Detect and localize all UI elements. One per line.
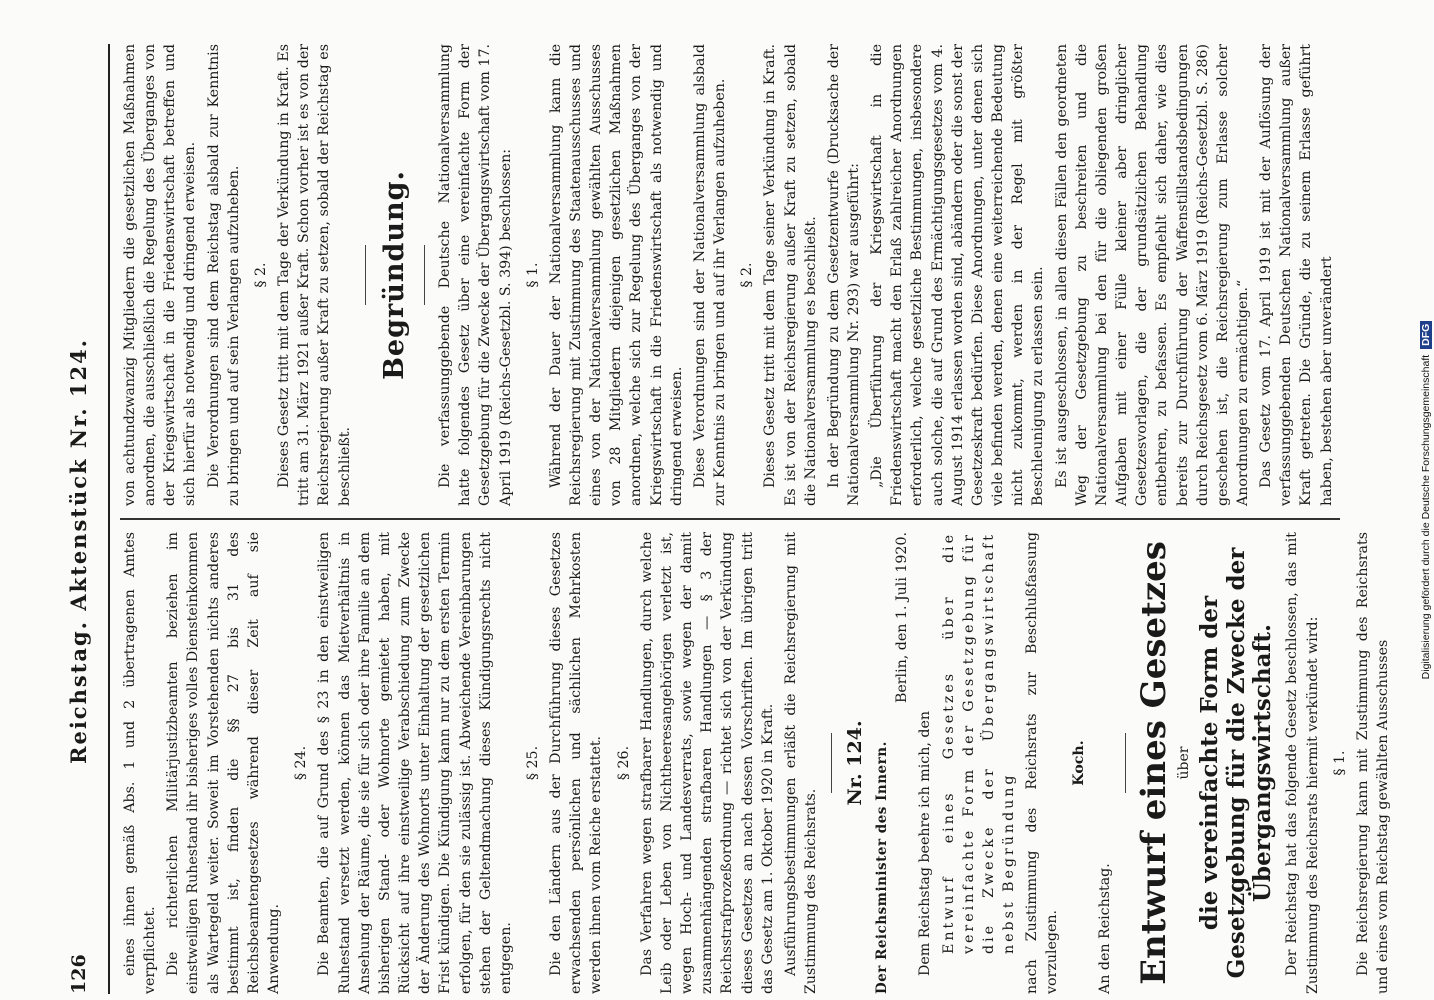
paragraph: In der Begründung zu dem Gesetzentwurfe (Drucksache der Nationalversammlung Nr. 293) war ausgeführt: xyxy=(825,44,863,506)
bill-subtitle: die vereinfachte Form der Gesetzgebung für die Zwecke der Übergangswirtschaft. xyxy=(1196,547,1276,979)
paragraph: Das Gesetz vom 17. April 1919 ist mit der Auflösung der verfassunggebenden Deutschen Nationalversammlung außer Kraft getreten. Die Gründe, die zu seinem Erlasse geführt haben, bestehen aber unverändert xyxy=(1258,44,1335,506)
running-head: Reichstag. Aktenstück Nr. 124. xyxy=(66,338,91,764)
paragraph: nach Zustimmung des Reichsrats zur Beschlußfassung vorzulegen. xyxy=(1024,532,1061,994)
sender-line: Der Reichsminister des Innern. xyxy=(874,741,891,994)
paragraph: Die verfassunggebende Deutsche Nationalversammlung hatte folgendes Gesetz über eine vereinfachte Form der Gesetzgebung für die Zwecke der Übergangswirtschaft vom 17. April 1919 (Reichs-Gesetzbl. S. 394) beschlossen: xyxy=(437,44,514,506)
header-rule xyxy=(108,44,110,994)
section-heading: § 26. xyxy=(615,745,632,781)
section-heading: § 24. xyxy=(293,745,310,781)
paragraph: Dem Reichstag beehre ich mich, den xyxy=(917,710,934,976)
column-divider xyxy=(120,519,1340,521)
paragraph: Die Reichsregierung kann mit Zustimmung des Reichsrats und eines vom Reichstag gewählten Ausschusses xyxy=(1354,532,1392,994)
paragraph: Diese Verordnungen sind der Nationalversammlung alsbald zur Kenntnis zu bringen und auf ihr Verlangen aufzuheben. xyxy=(691,44,729,506)
paragraph: Während der Dauer der Nationalversammlung kann die Reichsregierung mit Zustimmung des Staatenausschusses und eines von der Nationalversammlung gewählten Ausschusses von 28 Mitgliedern diejenigen gesetzlichen Maßnahmen anordnen, welche sich zur Regelung des Überganges von der Kriegswirtschaft in die Friedenswirtschaft als notwendig und dringend erweisen. xyxy=(547,44,685,506)
sidebar-credit xyxy=(1418,0,1434,1000)
paragraph: Dieses Gesetz tritt mit dem Tage der Verkündung in Kraft. Es tritt am 31. März 1921 außer Kraft. Schon vorher ist es von der Reichsregierung außer Kraft zu setzen, sobald der Reichstag es beschließt. xyxy=(276,44,353,506)
credit-text: Digitalisierung gefördert durch die Deutsche Forschungsgemeinschaft xyxy=(1420,354,1432,680)
column-right xyxy=(120,44,1340,506)
bill-title-inline: Entwurf eines Gesetzes über die vereinfachte Form der Gesetzgebung für die Zwecke der Übergangswirtschaft nebst Begründung xyxy=(940,532,1018,954)
column-left xyxy=(120,532,1392,994)
separator-rule xyxy=(424,245,425,305)
section-heading: § 1. xyxy=(1331,750,1348,776)
signature: Koch. xyxy=(1070,740,1087,786)
paragraph: Das Verfahren wegen strafbarer Handlungen, durch welche Leib oder Leben von Nichtheeresangehörigen verletzt ist, wegen Hoch- und Landesverrats, sowie wegen der damit zusammenhängenden strafbaren Handlungen — § 3 der Reichsstrafprozeßordnung — richtet sich von der Verkündung dieses Gesetzes an nach dessen Vorschriften. Im übrigen tritt das Gesetz am 1. Oktober 1920 in Kraft. xyxy=(638,532,776,994)
addressee: An den Reichstag. xyxy=(1096,863,1113,994)
paragraph: Der Reichstag hat das folgende Gesetz beschlossen, das mit Zustimmung des Reichsrats hiermit verkündet wird: xyxy=(1284,532,1321,994)
explanation-heading: Begründung. xyxy=(378,170,410,380)
section-heading: § 1. xyxy=(524,262,541,288)
paragraph: Die richterlichen Militärjustizbeamten beziehen im einstweiligen Ruhestand ihr bisheriges volles Diensteinkommen als Wartegeld weiter. Soweit im Vorstehenden nichts anderes bestimmt ist, finden die §§ 27 bis 31 des Reichsbeamtengesetzes während dieser Zeit auf sie Anwendung. xyxy=(165,532,283,994)
section-heading: § 25. xyxy=(524,745,541,781)
separator-rule xyxy=(831,733,832,793)
page-content xyxy=(56,44,1392,994)
bill-title: Entwurf eines Gesetzes xyxy=(1133,541,1174,985)
separator-rule xyxy=(1125,733,1126,793)
section-heading: § 2. xyxy=(739,262,756,288)
quoted-paragraph: „Die Überführung der Kriegswirtschaft in die Friedenswirtschaft macht den Erlaß zahlreicher Anordnungen erforderlich, welche gesetzliche Bestimmungen, insbesondere auch solche, die auf Grund des Ermächtigungsgesetzes vom 4. August 1914 erlassen worden sind, abändern oder die sonst der Gesetzeskraft bedürfen. Diese Anordnungen, unter denen sich viele befinden werden, denen eine weiterreichende Bedeutung nicht zukommt, werden in der Regel mit größter Beschleunigung zu erlassen sein. xyxy=(869,44,1047,506)
section-heading: § 2. xyxy=(252,262,269,288)
quoted-paragraph: Es ist ausgeschlossen, in allen diesen Fällen den geordneten Weg der Gesetzgebung zu beschreiten und die Nationalversammlung bei den für die obliegenden großen Aufgaben mit einer Fülle kleiner aber dringlicher Gesetzesvorlagen, die der grundsätzlichen Behandlung entbehren, zu befassen. Es empfiehlt sich daher, wie dies bereits zur Durchführung der Waffenstillstandsbedingungen durch Reichsgesetz vom 6. März 1919 (Reichs-Gesetzbl. S. 286) geschehen ist, die Reichsregierung zum Erlasse solcher Anordnungen zu ermächtigen.“ xyxy=(1053,44,1251,506)
place-date: Berlin, den 1. Juli 1920. xyxy=(894,532,911,704)
paragraph: von achtundzwanzig Mitgliedern die gesetzlichen Maßnahmen anordnen, die ausschließlich die Regelung des Überganges von der Kriegswirtschaft in die Friedenswirtschaft betreffen und sich hierfür als notwendig und dringend erweisen. xyxy=(122,44,199,506)
paragraph: Die Beamten, die auf Grund des § 23 in den einstweiligen Ruhestand versetzt werden, können das Mietverhältnis in Ansehung der Räume, die sie für sich oder ihre Familie an dem bisherigen Stand- oder Wohnorte gemietet haben, mit Rücksicht auf ihre einstweilige Verabschiedung zum Zwecke der Änderung des Wohnorts unter Einhaltung der gesetzlichen Frist kündigen. Die Kündigung kann nur zu dem ersten Termin erfolgen, für den sie zulässig ist. Abweichende Vereinbarungen stehen der Geltendmachung dieses Kündigungsrechts nicht entgegen. xyxy=(316,532,514,994)
dfg-logo: DFG xyxy=(1420,321,1432,349)
page-number: 126 xyxy=(68,954,90,994)
bill-title-connector: über xyxy=(1176,746,1193,780)
paragraph: Die Verordnungen sind dem Reichstag alsbald zur Kenntnis zu bringen und auf sein Verlangen aufzuheben. xyxy=(205,44,242,506)
paragraph: Ausführungsbestimmungen erläßt die Reichsregierung mit Zustimmung des Reichsrats. xyxy=(782,532,819,994)
document-number: Nr. 124. xyxy=(844,720,867,806)
paragraph: eines ihnen gemäß Abs. 1 und 2 übertragenen Amtes verpflichtet. xyxy=(122,532,159,994)
paragraph: Die den Ländern aus der Durchführung dieses Gesetzes erwachsenden persönlichen und sächlichen Mehrkosten werden ihnen vom Reiche erstattet. xyxy=(548,532,605,994)
separator-rule xyxy=(365,245,366,305)
credit-line xyxy=(1418,0,1434,1000)
paragraph: Dieses Gesetz tritt mit dem Tage seiner Verkündung in Kraft. Es ist von der Reichsregierung außer Kraft zu setzen, sobald die Nationalversammlung es beschließt. xyxy=(762,44,819,506)
page-header xyxy=(56,44,106,994)
